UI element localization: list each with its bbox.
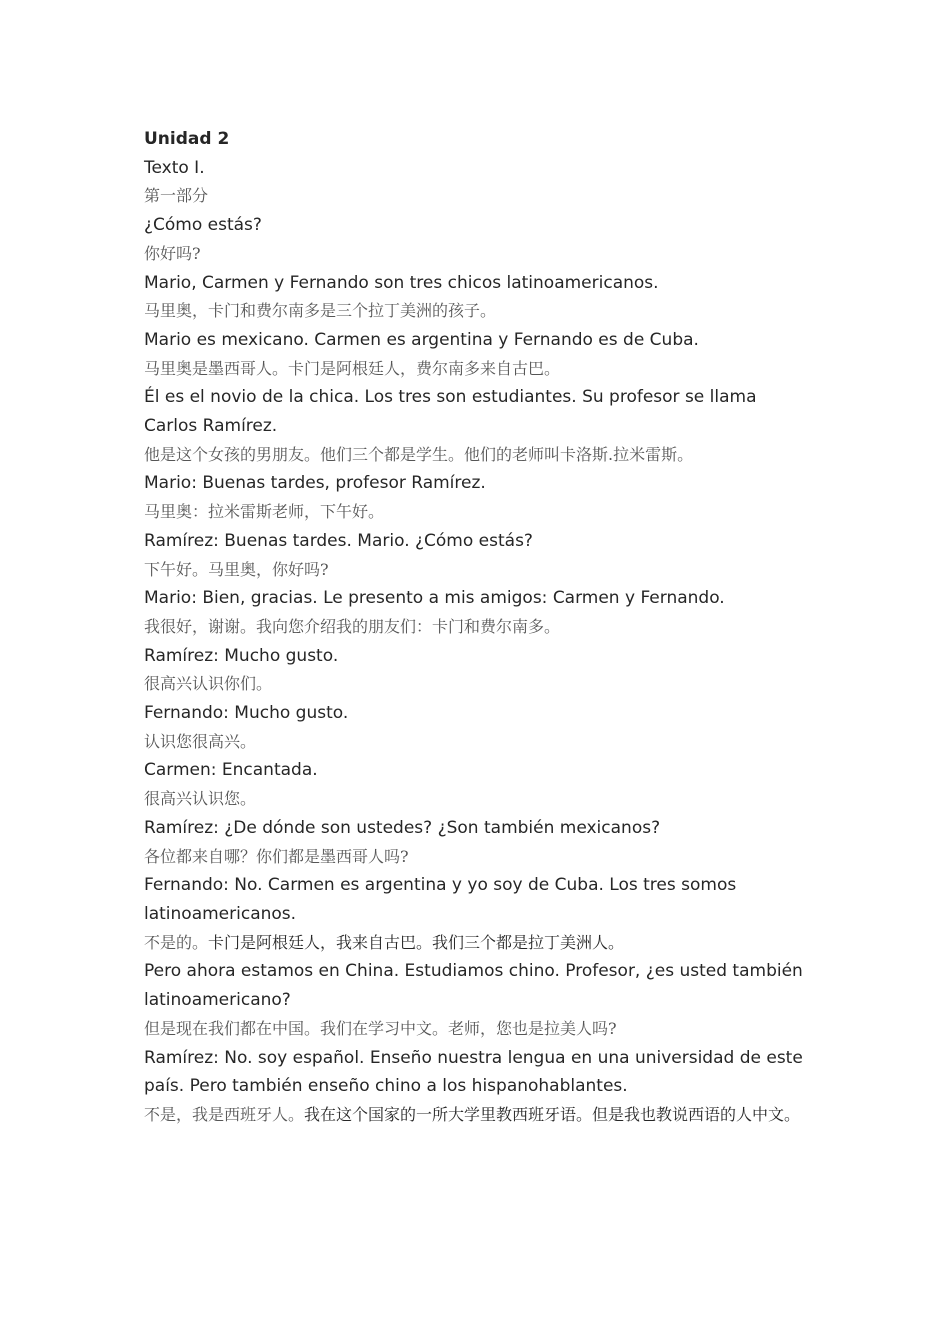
heading-spanish: ¿Cómo estás? <box>144 215 262 236</box>
dialogue-es-2: Ramírez: Buenas tardes. Mario. ¿Cómo estás? <box>144 530 533 551</box>
dialogue-es-10: Ramírez: No. soy español. Enseño nuestra lengua en una universidad de este país. Pero también enseño chino a los hispanohablantes. <box>144 1047 803 1097</box>
dialogue-zh-3: 我很好，谢谢。我向您介绍我的朋友们：卡门和费尔南多。 <box>144 616 561 636</box>
heading-chinese: 你好吗? <box>144 243 201 263</box>
paragraph-es-3: Él es el novio de la chica. Los tres son estudiantes. Su profesor se llama Carlos Ramírez. <box>144 387 757 437</box>
paragraph-zh-1: 马里奥，卡门和费尔南多是三个拉丁美洲的孩子。 <box>144 301 497 321</box>
dialogue-zh-1: 马里奥：拉米雷斯老师，下午好。 <box>144 502 385 522</box>
paragraph-es-2: Mario es mexicano. Carmen es argentina y Fernando es de Cuba. <box>144 329 699 350</box>
paragraph-zh-3: 他是这个女孩的男朋友。他们三个都是学生。他们的老师叫卡洛斯.拉米雷斯。 <box>144 444 694 464</box>
dialogue-zh-10 <box>144 1101 814 1130</box>
dialogue-es-8: Fernando: No. Carmen es argentina y yo soy de Cuba. Los tres somos latinoamericanos. <box>144 875 737 924</box>
dialogue-zh-6: 很高兴认识您。 <box>144 789 257 809</box>
dialogue-zh-4: 很高兴认识你们。 <box>144 674 273 694</box>
dialogue-es-5: Fernando: Mucho gusto. <box>144 703 349 724</box>
dialogue-zh-5: 认识您很高兴。 <box>144 731 257 751</box>
paragraph-zh-2: 马里奥是墨西哥人。卡门是阿根廷人，费尔南多来自古巴。 <box>144 358 561 378</box>
dialogue-es-3: Mario: Bien, gracias. Le presento a mis amigos: Carmen y Fernando. <box>144 588 725 609</box>
dialogue-es-4: Ramírez: Mucho gusto. <box>144 645 339 666</box>
section-label: 第一部分 <box>144 186 209 206</box>
dialogue-es-7: Ramírez: ¿De dónde son ustedes? ¿Son también mexicanos? <box>144 817 661 838</box>
dialogue-zh-10-part-a: 不是，我是西班牙人。 <box>144 1104 305 1124</box>
dialogue-es-6: Carmen: Encantada. <box>144 760 318 781</box>
dialogue-zh-8-part-b: 卡门是阿根廷人，我来自古巴。我们三个都是拉丁美洲人。 <box>208 932 625 952</box>
paragraph-es-1: Mario, Carmen y Fernando son tres chicos latinoamericanos. <box>144 272 659 293</box>
dialogue-es-1: Mario: Buenas tardes, profesor Ramírez. <box>144 473 486 494</box>
dialogue-zh-8 <box>144 929 814 958</box>
dialogue-zh-9: 但是现在我们都在中国。我们在学习中文。老师，您也是拉美人吗? <box>144 1018 617 1038</box>
document-page <box>144 125 814 1130</box>
unit-title: Unidad 2 <box>144 129 230 149</box>
dialogue-zh-8-part-a: 不是的。 <box>144 932 209 952</box>
dialogue-es-9: Pero ahora estamos en China. Estudiamos chino. Profesor, ¿es usted también latinoamericano? <box>144 961 803 1011</box>
dialogue-zh-2: 下午好。马里奥，你好吗? <box>144 559 329 579</box>
dialogue-zh-7: 各位都来自哪？你们都是墨西哥人吗? <box>144 846 409 866</box>
text-subtitle: Texto I. <box>144 157 205 178</box>
dialogue-zh-10-part-b: 我在这个国家的一所大学里教西班牙语。但是我也教说西语的人中文。 <box>304 1104 801 1124</box>
